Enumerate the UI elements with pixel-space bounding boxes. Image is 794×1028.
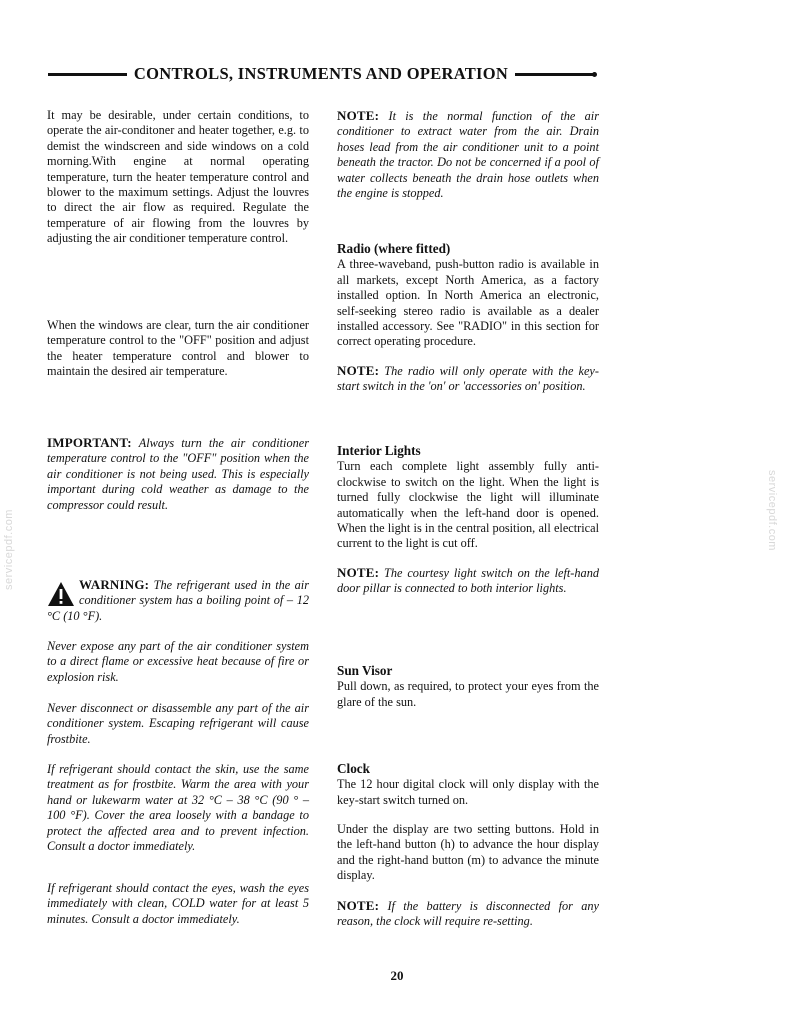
lights-heading: Interior Lights (337, 443, 421, 458)
paragraph-combined-operation: It may be desirable, under certain conditions, to operate the air-conditoner and heater together, e.g. to demist the windscreen and side windows on a cold morning.With engine at normal operating temperature, turn the heater temperature control and blower to the maximum settings. Adjust the louvres to direct the air flow as required. Regulate the temperature of air flowing from the louvres by adjusting the air conditioner temperature control. (47, 108, 309, 246)
note-label: NOTE: (337, 898, 380, 913)
watermark-right: servicepdf.com (766, 470, 778, 551)
note-text: If the battery is disconnected for any reason, the clock will require re-setting. (337, 899, 599, 929)
paragraph-skin-contact: If refrigerant should contact the skin, use the same treatment as for frostbite. Warm the area with your hand or lukewarm water at 32 °C – 38 °C (90 ° – 100 °F). Cover the area loosely with a bandage to protect the affected area and to prevent infection. Consult a doctor immediately. (47, 762, 309, 854)
note-courtesy-light (337, 565, 599, 597)
paragraph-windows-clear: When the windows are clear, turn the air conditioner temperature control to the "OFF" position and adjust the heater temperature control and blower to maintain the desired air temperature. (47, 318, 309, 379)
important-label: IMPORTANT: (47, 435, 132, 450)
paragraph-never-disconnect: Never disconnect or disassemble any part of the air conditioner system. Escaping refrigerant will cause frostbite. (47, 701, 309, 746)
page-title: CONTROLS, INSTRUMENTS AND OPERATION (133, 64, 509, 83)
header-rule-left (48, 73, 127, 76)
clock-heading: Clock (337, 761, 370, 776)
clock-text: The 12 hour digital clock will only display with the key-start switch turned on. (337, 777, 599, 807)
warning-triangle-icon (47, 581, 75, 607)
note-drain-hoses (337, 108, 599, 201)
note-text: The courtesy light switch on the left-hand door pillar is connected to both interior lights. (337, 566, 599, 596)
radio-heading: Radio (where fitted) (337, 241, 451, 256)
section-radio (337, 241, 599, 350)
page-header (48, 62, 594, 86)
warning-block (47, 577, 309, 624)
watermark-left: servicepdf.com (3, 509, 15, 590)
important-note (47, 435, 309, 513)
header-rule-right (515, 73, 594, 76)
section-interior-lights (337, 443, 599, 552)
note-label: NOTE: (337, 363, 380, 378)
note-clock-reset (337, 898, 599, 930)
visor-heading: Sun Visor (337, 663, 393, 678)
note-text: The radio will only operate with the key-start switch in the 'on' or 'accessories on' position. (337, 364, 599, 394)
section-clock (337, 761, 599, 808)
visor-text: Pull down, as required, to protect your eyes from the glare of the sun. (337, 679, 599, 709)
page-number: 20 (390, 968, 404, 983)
clock-setting-text: Under the display are two setting buttons. Hold in the left-hand button (h) to advance the hour display and the right-hand button (m) to advance the minute display. (337, 822, 599, 883)
important-text: Always turn the air conditioner temperature control to the "OFF" position when the air conditioner is not being used. This is especially important during cold weather as damage to the compressor could result. (47, 436, 309, 512)
lights-text: Turn each complete light assembly fully anti-clockwise to switch on the light. When the light is turned fully clockwise the light will illuminate automatically when the left-hand door is opened. When the light is in the central position, all electrical current to the light is cut off. (337, 459, 599, 551)
radio-text: A three-waveband, push-button radio is available in all markets, except North America, as a factory installed option. In North America an electronic, self-seeking stereo radio is available as a dealer installed accessory. See "RADIO" in this section for correct operating procedure. (337, 257, 599, 349)
note-label: NOTE: (337, 565, 380, 580)
note-radio (337, 363, 599, 395)
paragraph-eye-contact: If refrigerant should contact the eyes, wash the eyes immediately with clean, COLD water for at least 5 minutes. Consult a doctor immediately. (47, 881, 309, 926)
warning-label: WARNING: (79, 577, 150, 592)
note-text: It is the normal function of the air conditioner to extract water from the air. Drain hoses lead from the air conditioner unit to a point beneath the tractor. Do not be concerned if a pool of water collects beneath the drain hose outlets when the engine is stopped. (337, 109, 599, 201)
warning-text: The refrigerant used in the air conditioner system has a boiling point of – 12 °C (10 °F). (47, 578, 309, 623)
paragraph-never-expose: Never expose any part of the air conditioner system to a direct flame or excessive heat because of fire or explosion risk. (47, 639, 309, 684)
section-sun-visor (337, 663, 599, 710)
note-label: NOTE: (337, 108, 380, 123)
